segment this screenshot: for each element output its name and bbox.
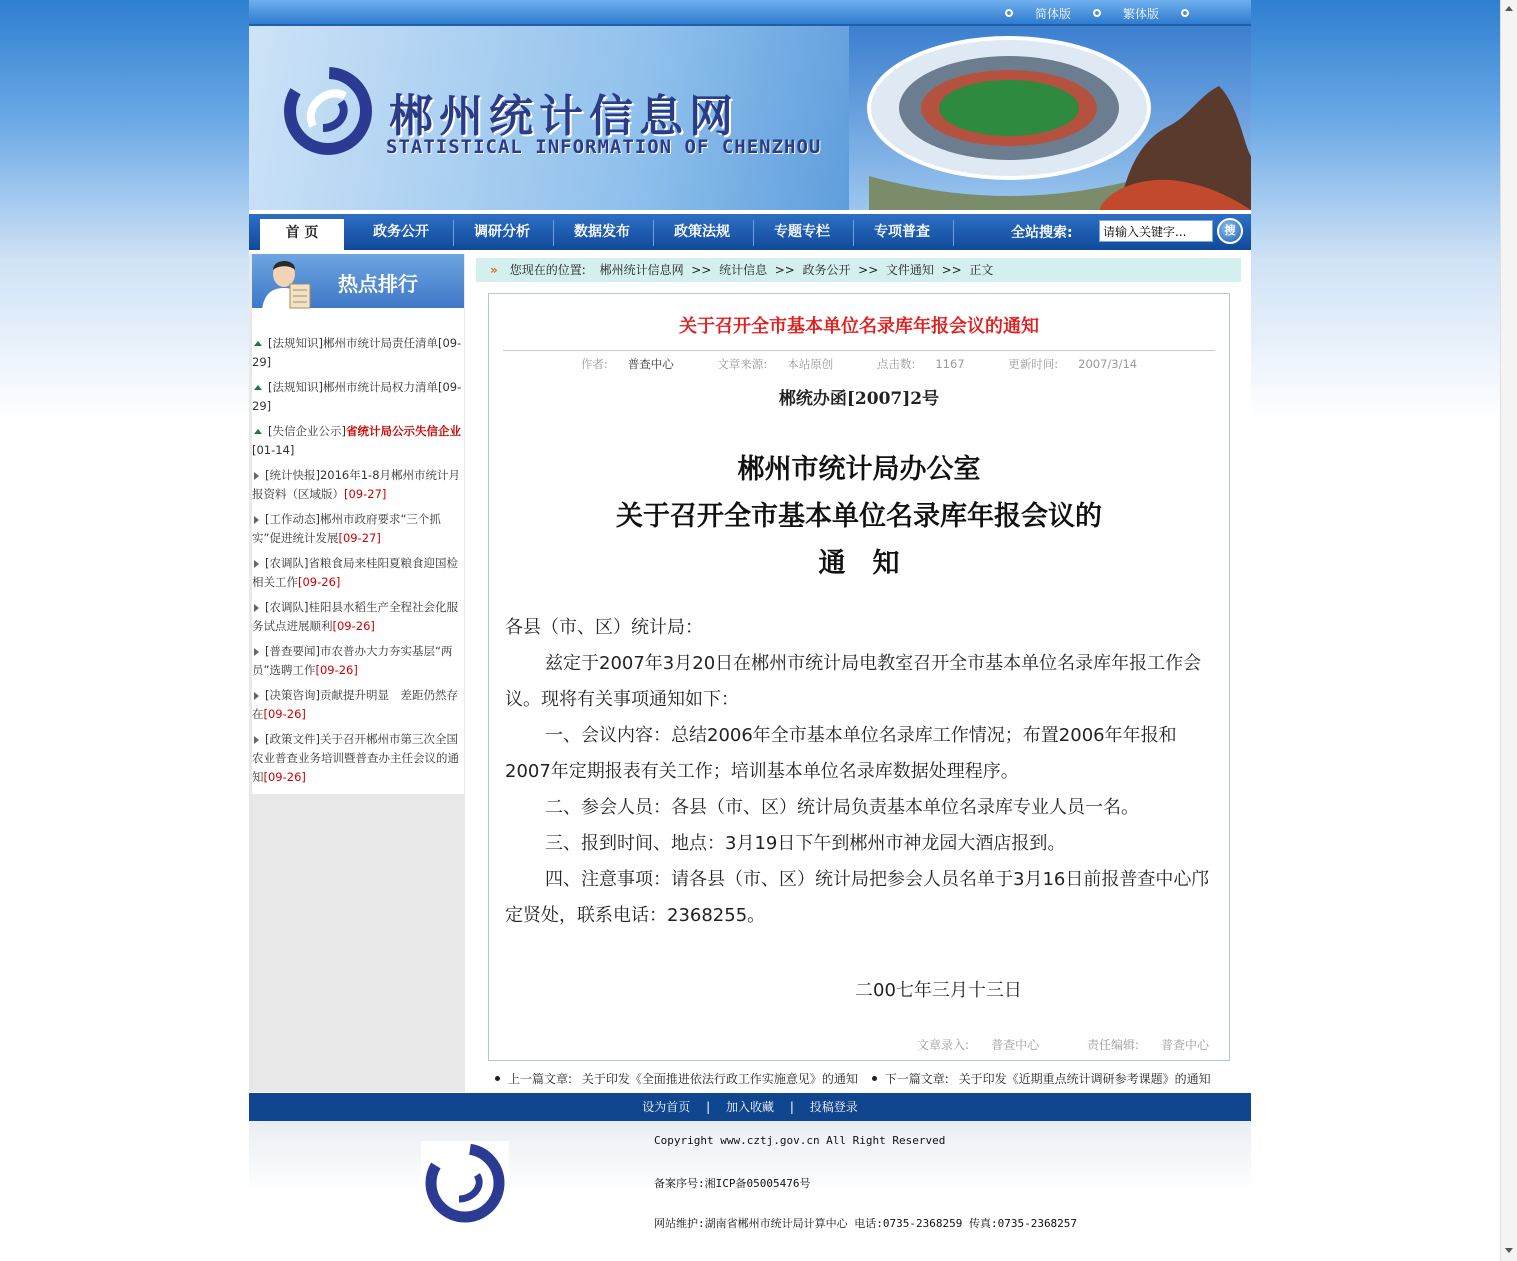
- hot-list-item-date: [09-27]: [344, 487, 387, 501]
- salutation: 各县（市、区）统计局：: [505, 617, 703, 638]
- updated-value: 2007/3/14: [1078, 357, 1138, 371]
- nav-item-policy[interactable]: 政策法规: [674, 224, 730, 240]
- link-separator: |: [706, 1100, 711, 1114]
- bullet-icon: [1005, 9, 1013, 17]
- triangle-right-icon: [254, 516, 259, 524]
- nav-item-government[interactable]: 政务公开: [373, 224, 429, 240]
- entry-label: 文章录入:: [917, 1038, 970, 1052]
- hot-list-item[interactable]: [252, 686, 462, 724]
- submit-login-link[interactable]: 投稿登录: [809, 1100, 858, 1114]
- icp-text: 备案序号:湘ICP备05005476号: [654, 1177, 811, 1190]
- hot-list-item-text[interactable]: [工作动态]郴州市政府要求“三个抓实”促进统计发展: [252, 512, 441, 545]
- hot-list-item[interactable]: [252, 510, 462, 548]
- traditional-link[interactable]: 繁体版: [1122, 7, 1159, 21]
- hot-list-item-text[interactable]: [失信企业公示]: [268, 424, 346, 438]
- scroll-up-icon[interactable]: [1505, 6, 1513, 11]
- hot-list-item-text[interactable]: [农调队]省粮食局来桂阳夏粮食迎国检相关工作: [252, 556, 458, 589]
- hot-list-item-text[interactable]: [普查要闻]市农普办大力夯实基层“两员”选聘工作: [252, 644, 453, 677]
- triangle-right-icon: [254, 472, 259, 480]
- site-banner: [249, 26, 1251, 210]
- hot-list-item-date: [09-26]: [298, 575, 341, 589]
- article-title: 关于召开全市基本单位名录库年报会议的通知: [679, 316, 1039, 337]
- nav-separator: [653, 220, 654, 246]
- breadcrumb-label: 您现在的位置:: [509, 263, 586, 277]
- breadcrumb-current: 正文: [969, 263, 994, 277]
- hot-list-item[interactable]: [252, 554, 462, 592]
- footer-logo-icon: [421, 1141, 509, 1225]
- hot-list-item-text[interactable]: [法规知识]郴州市统计局权力清单: [268, 380, 438, 394]
- triangle-right-icon: [254, 648, 259, 656]
- body-paragraph: 二、参会人员：各县（市、区）统计局负责基本单位名录库专业人员一名。: [545, 797, 1139, 818]
- hot-list-item[interactable]: [252, 334, 462, 372]
- hot-list-item-text[interactable]: [法规知识]郴州市统计局责任清单: [268, 336, 438, 350]
- breadcrumb-link-info[interactable]: 统计信息: [719, 263, 768, 277]
- document-number: 郴统办函[2007]2号: [778, 389, 940, 409]
- breadcrumb-separator: >>: [687, 263, 716, 277]
- hot-list-item[interactable]: [252, 378, 462, 416]
- notice-date: 二00七年三月十三日: [855, 980, 1022, 1001]
- nav-item-census[interactable]: 专项普查: [874, 224, 930, 240]
- nav-separator: [953, 220, 954, 246]
- hot-list-item-date: [09-26]: [332, 619, 375, 633]
- hot-list-item-text[interactable]: [政策文件]关于召开郴州市第三次全国农业普查业务培训暨普查办主任会议的通知: [252, 732, 459, 784]
- page: [249, 0, 1251, 1243]
- hot-list-item-text[interactable]: [决策咨询]贡献提升明显 差距仍然存在: [252, 688, 458, 721]
- breadcrumb-link-home[interactable]: 郴州统计信息网: [599, 263, 684, 277]
- arrow-icon: »: [490, 263, 498, 277]
- main-nav: [249, 210, 1251, 250]
- top-bar: [249, 0, 1251, 26]
- bullet-icon: [1093, 9, 1101, 17]
- breadcrumb-separator: >>: [854, 263, 883, 277]
- article-body: [505, 610, 1217, 934]
- updated-label: 更新时间:: [1008, 357, 1059, 371]
- article-footer: [873, 1036, 1209, 1053]
- sidebar: [249, 254, 465, 1092]
- hot-list-item-text[interactable]: [农调队]桂阳县水稻生产全程社会化服务试点进展顺利: [252, 600, 458, 633]
- divider: [503, 350, 1215, 351]
- source-label: 文章来源:: [717, 357, 768, 371]
- hot-list-item-date: [09-26]: [263, 707, 306, 721]
- footer: [249, 1121, 1251, 1243]
- hot-list-item[interactable]: [252, 466, 462, 504]
- article: [488, 293, 1230, 1061]
- nav-separator: [453, 220, 454, 246]
- search-label: 全站搜索:: [1011, 225, 1073, 241]
- clicks-label: 点击数:: [876, 357, 916, 371]
- site-logo-icon: [283, 66, 373, 156]
- article-meta: [489, 356, 1229, 372]
- next-article-link[interactable]: 关于印发《近期重点统计调研参考课题》的通知: [958, 1072, 1211, 1086]
- bullet-icon: [872, 1076, 877, 1081]
- site-title: 郴州统计信息网: [389, 91, 739, 142]
- body-paragraph: 四、注意事项：请各县（市、区）统计局把参会人员名单于3月16日前报普查中心邝定贤处，联系电话：2368255。: [505, 869, 1210, 926]
- scroll-down-icon[interactable]: [1505, 1248, 1513, 1253]
- bullet-icon: [495, 1076, 500, 1081]
- triangle-up-icon: [254, 429, 262, 434]
- nav-item-topics[interactable]: 专题专栏: [774, 224, 830, 240]
- language-switch: [983, 5, 1211, 22]
- body-paragraph: 兹定于2007年3月20日在郴州市统计局电教室召开全市基本单位名录库年报工作会议。现将有关事项通知如下：: [505, 653, 1202, 710]
- maintainer-text: 网站维护:湖南省郴州市统计局计算中心 电话:0735-2368259 传真:0735-2368257: [654, 1217, 1078, 1230]
- hot-list-item[interactable]: [252, 730, 462, 787]
- clicks-value: 1167: [935, 357, 965, 371]
- hot-list-item-date: [09-29]: [252, 380, 462, 413]
- copyright-text: Copyright www.cztj.gov.cn All Right Reserved: [654, 1134, 946, 1147]
- site-subtitle: STATISTICAL INFORMATION OF CHENZHOU: [386, 136, 822, 158]
- person-icon: [258, 256, 314, 310]
- search-button[interactable]: 搜: [1217, 218, 1243, 244]
- breadcrumb-link-notices[interactable]: 文件通知: [885, 263, 934, 277]
- heading-line: 关于召开全市基本单位名录库年报会议的: [616, 501, 1102, 532]
- source-value: 本站原创: [787, 357, 834, 371]
- hot-list-header: [252, 254, 464, 310]
- link-separator: |: [789, 1100, 794, 1114]
- hot-list-item-highlight[interactable]: 省统计局公示失信企业: [345, 424, 461, 438]
- triangle-up-icon: [254, 385, 262, 390]
- triangle-right-icon: [254, 604, 259, 612]
- breadcrumb-separator: >>: [937, 263, 966, 277]
- search-input[interactable]: [1099, 220, 1213, 242]
- hot-list-item[interactable]: [252, 598, 462, 636]
- hot-list-item[interactable]: [252, 422, 462, 460]
- editor-label: 责任编辑:: [1086, 1038, 1139, 1052]
- hot-list-item-text[interactable]: [统计快报]2016年1-8月郴州市统计月报资料（区域版）: [252, 468, 461, 501]
- breadcrumb-separator: >>: [770, 263, 799, 277]
- hot-list-item-date: [09-26]: [263, 770, 306, 784]
- triangle-right-icon: [254, 736, 259, 744]
- notice-heading: [489, 446, 1229, 587]
- nav-separator: [553, 220, 554, 246]
- stadium-image: [849, 26, 1251, 210]
- prev-label: 上一篇文章:: [508, 1072, 573, 1086]
- nav-item-data[interactable]: 数据发布: [574, 224, 630, 240]
- editor-value: 普查中心: [1160, 1038, 1209, 1052]
- nav-separator: [753, 220, 754, 246]
- page-scrollbar[interactable]: [1500, 0, 1517, 1261]
- hot-list-item-date: [09-27]: [338, 531, 381, 545]
- hot-list-item[interactable]: [252, 642, 462, 680]
- prev-next-links: [495, 1070, 1235, 1087]
- body-paragraph: 一、会议内容：总结2006年全市基本单位名录库工作情况；布置2006年年报和2007年定期报表有关工作；培训基本单位名录库数据处理程序。: [505, 725, 1177, 782]
- set-homepage-link[interactable]: 设为首页: [642, 1100, 691, 1114]
- entry-value: 普查中心: [991, 1038, 1040, 1052]
- hot-list: [252, 334, 462, 793]
- bottom-link-bar: [249, 1093, 1251, 1121]
- author-label: 作者:: [580, 357, 608, 371]
- author-link[interactable]: 普查中心: [627, 357, 674, 371]
- triangle-right-icon: [254, 692, 259, 700]
- heading-line: 郴州市统计局办公室: [737, 454, 981, 485]
- hot-list-title: 热点排行: [338, 272, 418, 296]
- nav-item-home[interactable]: 首 页: [260, 219, 344, 251]
- breadcrumb-link-government[interactable]: 政务公开: [802, 263, 851, 277]
- nav-item-research[interactable]: 调研分析: [474, 224, 530, 240]
- add-favorite-link[interactable]: 加入收藏: [725, 1100, 774, 1114]
- heading-line: 通 知: [818, 548, 900, 579]
- body-paragraph: 三、报到时间、地点：3月19日下午到郴州市神龙园大酒店报到。: [545, 833, 1066, 854]
- hot-list-item-date: [09-29]: [252, 336, 462, 369]
- nav-separator: [853, 220, 854, 246]
- simplified-link[interactable]: 简体版: [1034, 7, 1071, 21]
- hot-list-item-date: [09-26]: [315, 663, 358, 677]
- breadcrumb: [476, 258, 1241, 282]
- next-label: 下一篇文章:: [884, 1072, 949, 1086]
- prev-article-link[interactable]: 关于印发《全面推进依法行政工作实施意见》的通知: [581, 1072, 858, 1086]
- triangle-up-icon: [254, 341, 262, 346]
- bullet-icon: [1181, 9, 1189, 17]
- triangle-right-icon: [254, 560, 259, 568]
- hot-list-item-date: [01-14]: [252, 443, 295, 457]
